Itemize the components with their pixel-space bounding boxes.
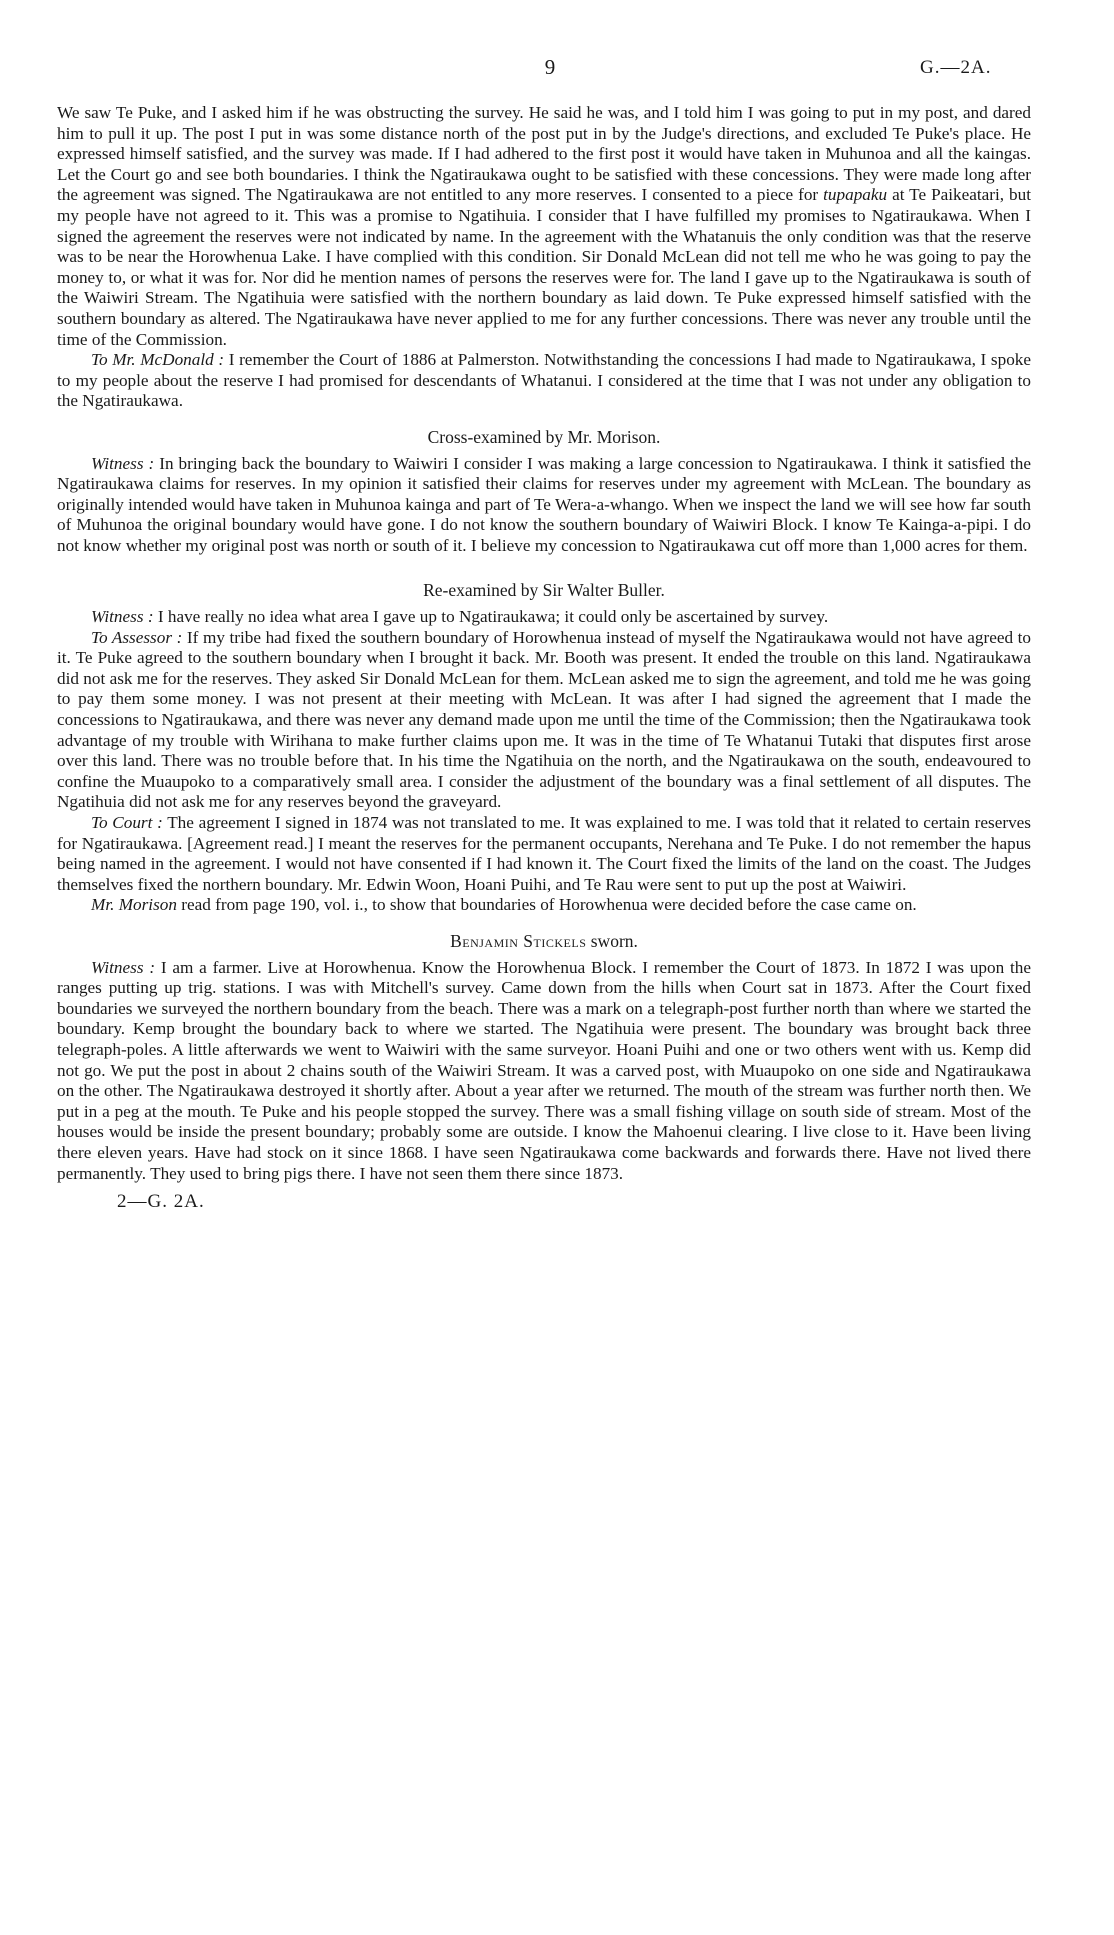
section-heading: Cross-examined by Mr. Morison. [427,426,661,447]
speaker-lead: To Mr. McDonald : [91,350,225,370]
witness-name: Benjamin Stickels [450,930,587,951]
document-reference: G.—2A. [920,57,992,78]
page-number: 9 [544,55,556,79]
paragraph: Witness : I have really no idea what area I gave up to Ngatiraukawa; it could only be ascertained by survey. [91,607,829,627]
speaker-lead: To Court : [91,813,163,832]
witness-heading: Benjamin Stickels sworn. [450,930,638,951]
paragraph: To Court : The agreement I signed in 1874 was not translated to me. It was explained to me. I was told that it related to certain reserves for Ngatiraukawa. [Agreement read.] I meant the reserves for the permanent occupants, Nerehana and Te Puke. I do not remember the hapus being named in the agreement. I would not have consented if I had known it. The Court fixed the limits of the land on the coast. The Judges themselves fixed the northern boundary. Mr. Edwin Woon, Hoani Puihi, and Te Rau were sent to put up the post at Waiwiri. [57,813,1031,894]
italic-term: tupapaku [823,185,888,205]
speaker-lead: Witness : [91,453,155,473]
paragraph: Mr. Morison read from page 190, vol. i., to show that boundaries of Horowhenua were decided before the case came on. [91,895,917,915]
speaker-lead: To Assessor : [91,627,183,647]
speaker-lead: Mr. Morison [91,895,177,915]
paragraph: Witness : In bringing back the boundary to Waiwiri I consider I was making a large concession to Ngatiraukawa. I think it satisfied the Ngatiraukawa claims for reserves. In my opinion it satisfied their claims for reserves under my agreement with McLean. The boundary as originally intended would have taken in Muhunoa kainga and part of Te Wera-a-whango. When we inspect the land we will see how far south of Muhunoa the original boundary would have gone. I do not know the southern boundary of Waiwiri Block. I know Te Kainga-a-pipi. I do not know whether my original post was north or south of it. I believe my concession to Ngatiraukawa cut off more than 1,000 acres for them. [57,453,1032,555]
signature-reference: 2—G. 2A. [117,1191,205,1213]
paragraph: We saw Te Puke, and I asked him if he was obstructing the survey. He said he was, and I told him I was going to put in my post, and dared him to pull it up. The post I put in was some distance north of the post put in by the Judge's directions, and excluded Te Puke's place. He expressed himself satisfied, and the survey was made. If I had adhered to the first post it would have taken in Muhunoa and all the kaingas. Let the Court go and see both boundaries. I think the Ngatiraukawa ought to be satisfied with these concessions. They were made long after the agreement was signed. The Ngatiraukawa are not entitled to any more reserves. I consented to a piece for tupapaku at Te Paikeatari, but my people have not agreed to it. This was a promise to Ngatihuia. I consider that I have fulfilled my promises to Ngatiraukawa. When I signed the agreement the reserves were not indicated by name. In the agreement with the Whatanuis the only condition was that the reserve was to be near the Horowhenua Lake. I have complied with this condition. Sir Donald McLean did not tell me who he was going to pay the money to, or what it was for. Nor did he mention names of persons the reserves were for. The land I gave up to the Ngatiraukawa is south of the Waiwiri Stream. The Ngatihuia were satisfied with the northern boundary as laid down. Te Puke expressed himself satisfied with the southern boundary as altered. The Ngatiraukawa have never applied to me for any further concessions. There was never any trouble until the time of the Commission. [57,103,1032,349]
paragraph: To Mr. McDonald : I remember the Court of 1886 at Palmerston. Notwithstanding the concessions I had made to Ngatiraukawa, I spoke to my people about the reserve I had promised for descendants of Whatanui. I considered at the time that I was not under any obligation to the Ngatiraukawa. [57,350,1032,411]
paragraph: Witness : I am a farmer. Live at Horowhenua. Know the Horowhenua Block. I remember the Court of 1873. In 1872 I was upon the ranges putting up trig. stations. I was with Mitchell's survey. Came down from the hills when Court sat in 1873. After the Court fixed boundaries we surveyed the northern boundary from the beach. There was a mark on a telegraph-post further north than where we started the boundary. Kemp brought the boundary back to where we started. The Ngatihuia were present. The boundary was brought back three telegraph-poles. A little afterwards we went to Waiwiri with the same surveyor. Hoani Puihi and one or two others went with us. Kemp did not go. We put the post in about 2 chains south of the Waiwiri Stream. It was a carved post, with Muaupoko on one side and Ngatiraukawa on the other. The Ngatiraukawa destroyed it shortly after. About a year after we returned. The mouth of the stream was further north then. We put in a peg at the mouth. Te Puke and his people stopped the survey. There was a small fishing village on south side of stream. Most of the houses would be inside the present boundary; probably some are outside. I know the Mahoenui clearing. I live close to it. Have been living there eleven years. Have had stock on it since 1868. I have seen Ngatiraukawa come backwards and forwards there. Have not lived there permanently. They used to bring pigs there. I have not seen them there since 1873. [57,957,1031,1183]
speaker-lead: Witness : [91,957,156,977]
speaker-lead: Witness : [91,607,154,627]
paragraph: To Assessor : If my tribe had fixed the southern boundary of Horowhenua instead of myself the Ngatiraukawa would not have agreed to it. Te Puke agreed to the southern boundary when I brought it back. Mr. Booth was present. It ended the trouble on this land. Ngatiraukawa did not ask me for the reserves. They asked Sir Donald McLean for them. McLean asked me to sign the agreement, and told me he was going to pay them some money. I was not present at their meeting with McLean. It was after I had signed the agreement that I made the concessions to Ngatiraukawa, and there was never any demand made upon me until the time of the Commission; then the Ngatiraukawa took advantage of my trouble with Wirihana to make further claims upon me. It was in the time of Te Whatanui Tutaki that disputes first arose over this land. There was no trouble before that. In his time the Ngatihuia on the north, and the Ngatiraukawa on the south, endeavoured to confine the Muaupoko to a comparatively small area. I consider the adjustment of the boundary was a final settlement of all disputes. The Ngatihuia did not ask me for any reserves beyond the graveyard. [57,627,1032,812]
section-heading: Re-examined by Sir Walter Buller. [423,580,665,601]
body-text [57,103,1031,1213]
